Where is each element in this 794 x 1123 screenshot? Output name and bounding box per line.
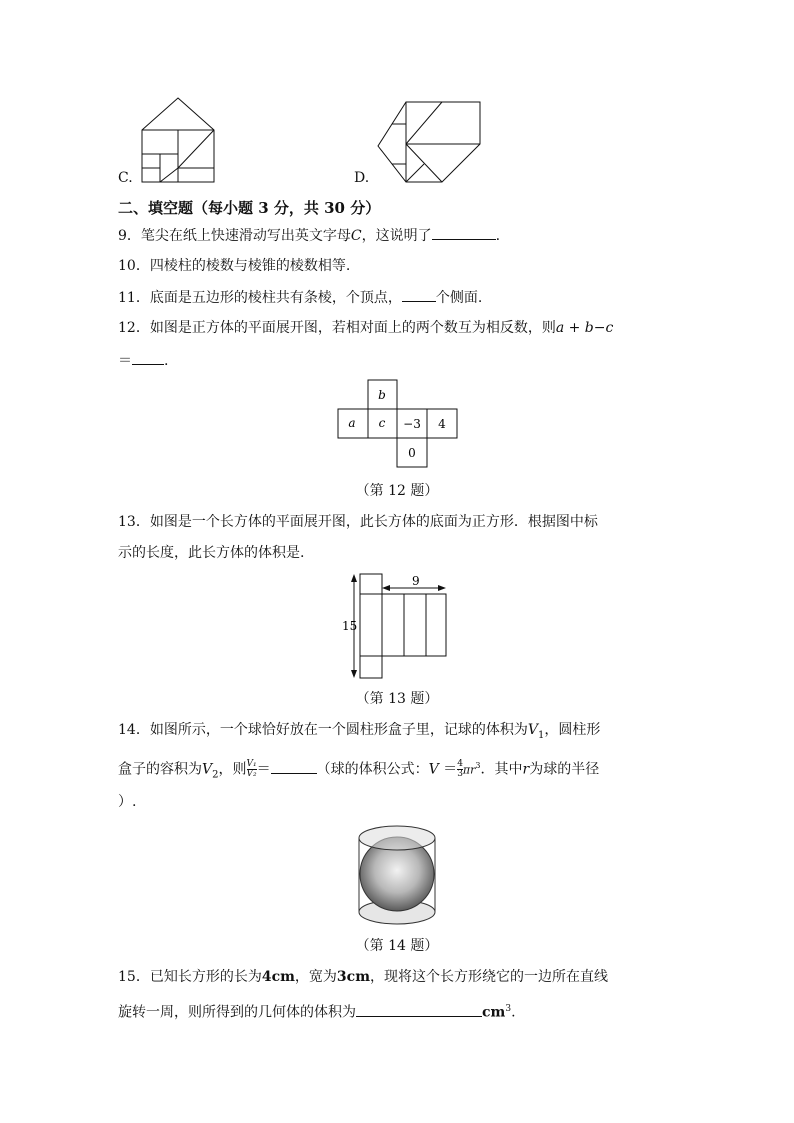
q14-text-b: ，圆柱形 [544, 722, 601, 738]
q14-eq: ＝ [256, 761, 271, 778]
q14-frac-bot: V₂ [246, 769, 257, 780]
q9-text-b: ，这说明了 [361, 228, 432, 244]
q11-text-b: 个侧面. [435, 290, 483, 306]
q12-expr: a + b−c [555, 320, 614, 336]
net-label-b: b [378, 388, 386, 402]
option-c-figure [138, 96, 218, 186]
q12-text-a: 12．如图是正方体的平面展开图，若相对面上的两个数互为相反数，则 [118, 320, 556, 336]
net-label-0: 0 [408, 446, 416, 460]
q9-var: C [350, 228, 362, 244]
sphere-cylinder-figure [356, 824, 438, 928]
question-15-line1 [118, 967, 608, 987]
net-label-a: a [348, 416, 356, 430]
question-15-line2 [118, 999, 516, 1023]
q14-r: r [522, 761, 530, 778]
q15-unit: cm [482, 1004, 506, 1021]
q12-answer-blank[interactable] [132, 350, 164, 365]
q14-frac-top: V₁ [246, 759, 257, 770]
q14-ratio-fraction [247, 760, 257, 779]
dim-label-9: 9 [412, 574, 420, 588]
q11-answer-blank[interactable] [402, 287, 436, 302]
dim-label-15: 15 [342, 619, 358, 633]
q14-v2-sub: 2 [212, 769, 219, 781]
q14-formula-frac-bot: 3 [457, 769, 463, 780]
box-net-figure [340, 572, 452, 684]
net-label-c: c [378, 416, 386, 430]
q12-eq: ＝ [118, 353, 132, 369]
question-14-line2 [118, 756, 599, 785]
q14-caption: （第 14 题） [355, 938, 439, 954]
question-13-line1: 13．如图是一个长方体的平面展开图，此长方体的底面为正方形．根据图中标 [118, 514, 598, 530]
option-d-figure [376, 100, 484, 184]
net-label-neg3: −3 [403, 417, 421, 431]
q9-text-a: 9．笔尖在纸上快速滑动写出英文字母 [118, 228, 351, 244]
question-12-line2 [118, 350, 168, 371]
q15-end: . [511, 1004, 516, 1021]
question-11 [118, 287, 482, 308]
q13-caption: （第 13 题） [355, 691, 439, 707]
q14-formula-a: （球的体积公式： [316, 761, 429, 778]
q15-text-a: 15．已知长方形的长为 [118, 969, 262, 985]
q14-formula-eq: ＝ [438, 761, 458, 778]
q12-end: . [164, 353, 169, 369]
q15-answer-blank[interactable] [356, 1002, 482, 1017]
q12-caption: （第 12 题） [355, 483, 439, 499]
q14-formula-d: 为球的半径 [529, 761, 600, 778]
question-10: 10．四棱柱的棱数与棱锥的棱数相等. [118, 258, 351, 274]
q15-unit-exp: 3 [505, 1004, 512, 1014]
q15-width: 3cm [336, 969, 371, 985]
q9-end: . [495, 228, 501, 244]
question-14-line3: ）. [118, 794, 137, 810]
section-heading: 二、填空题（每小题 3 分，共 30 分） [118, 199, 381, 217]
q9-answer-blank[interactable] [432, 225, 496, 240]
q14-v2: V [202, 761, 213, 778]
q14-formula-frac-top: 4 [457, 759, 463, 770]
net-label-4: 4 [438, 417, 446, 431]
q14-line2-a: 盒子的容积为 [118, 761, 202, 778]
q14-v1-sub: 1 [537, 729, 545, 741]
q14-answer-blank[interactable] [271, 759, 317, 774]
q14-v1: V [527, 722, 538, 738]
question-13-line2: 示的长度，此长方体的体积是. [118, 545, 305, 561]
q15-line2-a: 旋转一周，则所得到的几何体的体积为 [118, 1004, 356, 1021]
q14-formula-b: πr [462, 763, 476, 777]
q15-text-c: ，现将这个长方形绕它的一边所在直线 [370, 969, 609, 985]
q11-text-a: 11．底面是五边形的棱柱共有条棱，个顶点， [118, 290, 402, 306]
q14-line2-b: ，则 [218, 761, 247, 778]
q14-text-a: 14．如图所示，一个球恰好放在一个圆柱形盒子里，记球的体积为 [118, 722, 528, 738]
q14-formula-c: ．其中 [480, 761, 523, 778]
q14-formula-exp: 3 [475, 761, 481, 770]
question-14-line1 [118, 720, 600, 746]
option-c-label: C. [118, 170, 133, 186]
q15-text-b: ，宽为 [294, 969, 337, 985]
cube-net-figure [337, 379, 459, 469]
question-9 [118, 225, 500, 246]
q14-formula-v: V [428, 761, 439, 778]
question-12-line1 [118, 318, 613, 338]
q15-length: 4cm [261, 969, 295, 985]
option-d-label: D. [354, 170, 370, 186]
